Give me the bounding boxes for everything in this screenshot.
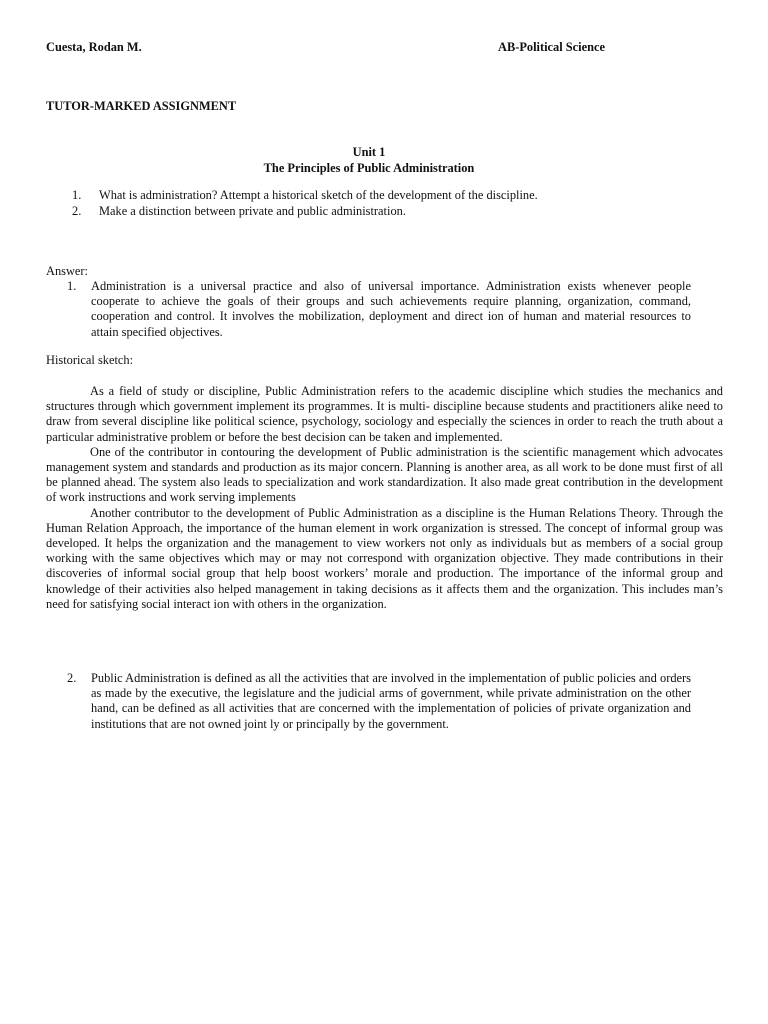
answer-text: Administration is a universal practice and also of universal importance. Administration exists whenever people cooperate to achieve the goals of their groups and such achievements require planning, organization, command, cooperation and control. It involves the mobilization, deployment and direct ion of human and material resources to attain specified objectives. <box>91 279 691 339</box>
question-number: 2. <box>72 203 82 218</box>
question-list <box>46 188 692 219</box>
unit-title: The Principles of Public Administration <box>263 160 475 175</box>
answer-one <box>46 279 691 340</box>
question-item <box>46 204 692 220</box>
answer-two <box>46 671 691 732</box>
historical-sketch-label: Historical sketch: <box>46 353 134 367</box>
assignment-title: TUTOR-MARKED ASSIGNMENT <box>46 99 237 113</box>
question-number: 1. <box>72 188 82 202</box>
answer-number: 2. <box>67 671 77 685</box>
answer-label: Answer: <box>46 264 88 278</box>
history-paragraph: Another contributor to the development of Public Administration as a discipline is the Human Relations Theory. Through the Human Relation Approach, the importance of the human element in work organization is stressed. The concept of informal group was developed. It helps the organization and the management to view workers not only as individuals but as members of a social group working with the same objectives which may or may not correspond with organization objective. They made contributions in their discoveries of informal social group that help boost workers’ morale and production. The importance of the informal group and knowledge of their activities also helped management in taking decisions as it affects them and the organization. This includes man’s need for satisfying social interact ion with others in the organization. <box>46 505 723 611</box>
author-name: Cuesta, Rodan M. <box>46 40 142 54</box>
question-item <box>46 188 692 204</box>
unit-heading <box>46 145 692 176</box>
history-paragraph: As a field of study or discipline, Public Administration refers to the academic discipline which studies the mechanics and structures through which government implement its programmes. It is multi- discipline because students and practitioners alike need to draw from several discipline like political science, psychology, sociology and especially the sciences in order to reach the truth about a particular administrative problem or before the best decision can be taken and implemented. <box>46 384 723 444</box>
document-header <box>46 40 646 56</box>
question-text: What is administration? Attempt a historical sketch of the development of the discipline. <box>99 188 538 202</box>
answer-text: Public Administration is defined as all the activities that are involved in the implementation of public policies and orders as made by the executive, the legislature and the judicial arms of government, while private administration on the other hand, can be defined as all activities that are concerned with the implementation of policies of private organization and institutions that are not owned joint ly or principally by the government. <box>91 671 691 731</box>
unit-number: Unit 1 <box>352 145 386 159</box>
history-paragraph: One of the contributor in contouring the development of Public administration is the scientific management which advocates management system and standards and production as its major concern. Planning is another area, as all work to be done must first of all be planned ahead. The system also leads to specialization and work standardization. It also made great contribution in the development of work instructions and work serving implements <box>46 444 723 505</box>
historical-sketch-body <box>46 384 723 612</box>
answer-number: 1. <box>67 279 77 293</box>
question-text: Make a distinction between private and public administration. <box>99 203 406 218</box>
course-name: AB-Political Science <box>498 40 606 54</box>
